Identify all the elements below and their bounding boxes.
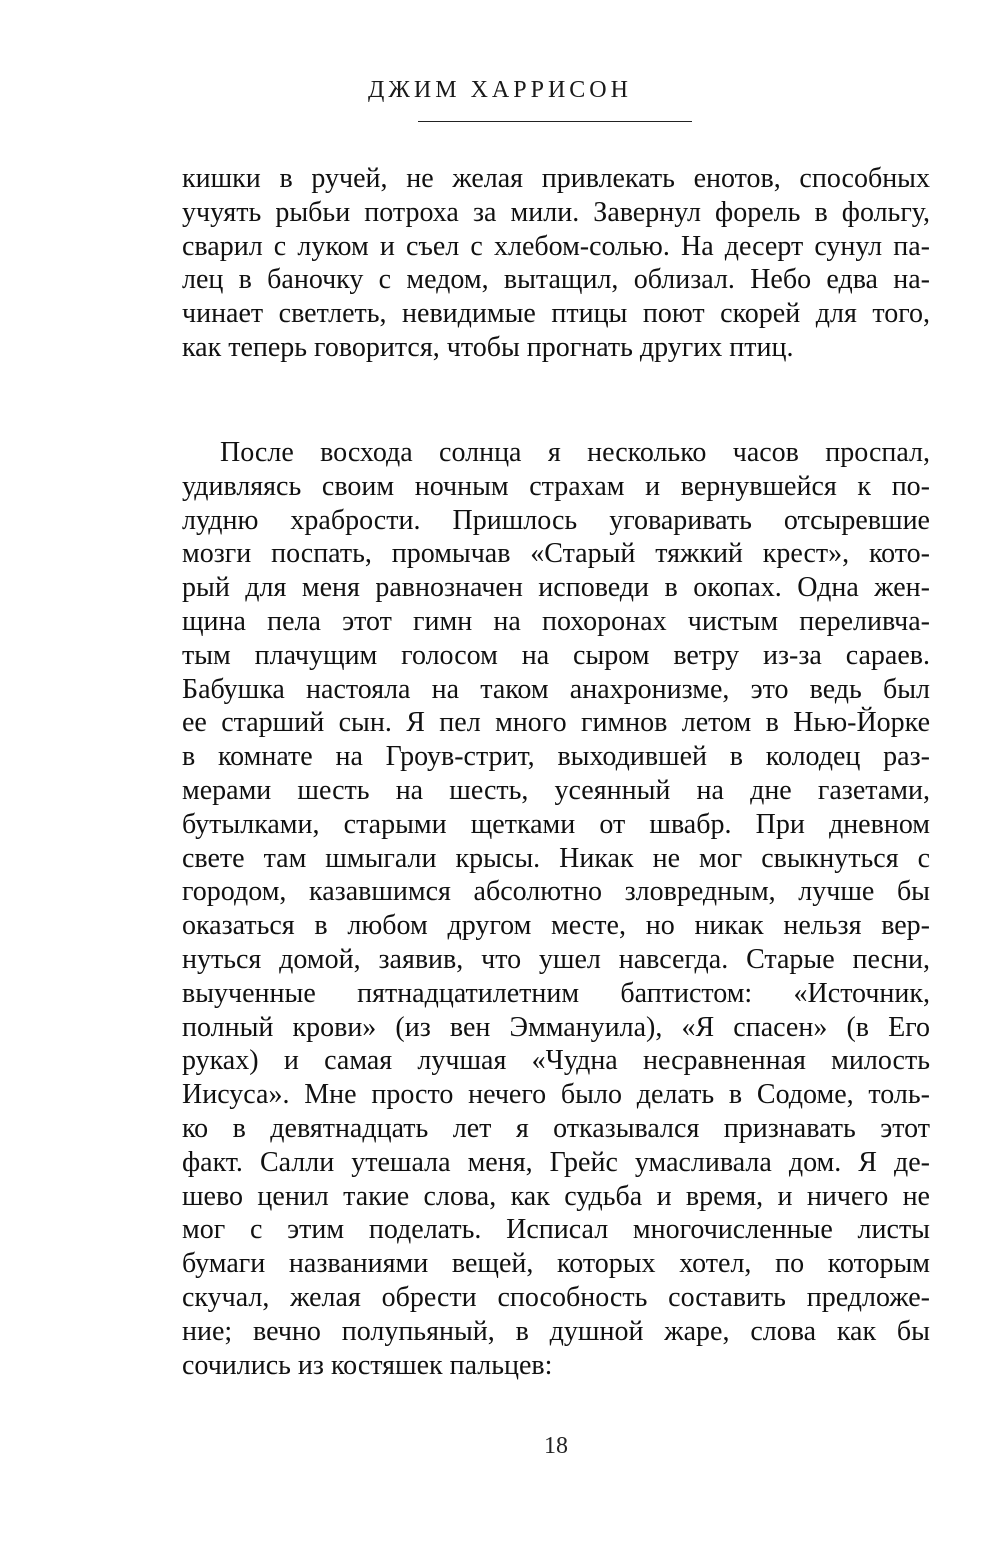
text-line: Бабушка настояла на таком анахронизме, это ведь был	[182, 673, 930, 705]
text-line: бутылками, старыми щетками от швабр. При дневном	[182, 808, 930, 840]
text-line: мозги поспать, промычав «Старый тяжкий крест», кото-	[182, 538, 930, 570]
text-line: мерами шесть на шесть, усеянный на дне газетами,	[182, 774, 930, 806]
paragraph-2	[182, 436, 930, 1382]
text-line: тым плачущим голосом на сыром ветру из-за сараев.	[182, 639, 930, 671]
text-line: рый для меня равнозначен исповеди в окопах. Одна жен-	[182, 572, 930, 604]
text-line: факт. Салли утешала меня, Грейс умасливала дом. Я де-	[182, 1146, 930, 1178]
text-line: учуять рыбьи потроха за мили. Завернул форель в фольгу,	[182, 196, 930, 228]
text-line: удивляясь своим ночным страхам и вернувшейся к по-	[182, 470, 930, 502]
text-line: как теперь говорится, чтобы прогнать других птиц.	[182, 331, 794, 363]
text-line: ее старший сын. Я пел много гимнов летом в Нью-Йорке	[182, 707, 930, 739]
text-line: скучал, желая обрести способность составить предложе-	[182, 1281, 930, 1313]
page-number: 18	[544, 1433, 568, 1459]
text-line: руках) и самая лучшая «Чудна несравненная милость	[182, 1045, 930, 1077]
text-line: щина пела этот гимн на похоронах чистым переливча-	[182, 605, 930, 637]
text-line: выученные пятнадцатилетним баптистом: «Источник,	[182, 977, 930, 1009]
text-line: сварил с луком и съел с хлебом-солью. На десерт сунул па-	[182, 230, 930, 262]
text-line: свете там шмыгали крысы. Никак не мог свыкнуться с	[182, 842, 930, 874]
text-line: Иисуса». Мне просто нечего было делать в Содоме, толь-	[182, 1079, 930, 1111]
text-line: оказаться в любом другом месте, но никак нельзя вер-	[182, 910, 930, 942]
text-line: шево ценил такие слова, как судьба и время, и ничего не	[182, 1180, 930, 1212]
paragraph-1	[182, 162, 930, 365]
text-line: кишки в ручей, не желая привлекать енотов, способных	[182, 163, 930, 194]
text-line: мог с этим поделать. Исписал многочисленные листы	[182, 1214, 930, 1246]
text-line: городом, казавшимся абсолютно зловредным, лучше бы	[182, 876, 930, 908]
running-head: ДЖИМ ХАРРИСОН	[368, 77, 632, 103]
text-line: нуться домой, заявив, что ушел навсегда. Старые песни,	[182, 943, 930, 975]
text-line: бумаги названиями вещей, которых хотел, по которым	[182, 1248, 930, 1280]
text-line: ние; вечно полупьяный, в душной жаре, слова как бы	[182, 1315, 930, 1347]
running-head-rule	[418, 121, 692, 122]
text-line: чинает светлеть, невидимые птицы поют скорей для того,	[182, 298, 930, 330]
text-line: лец в баночку с медом, вытащил, облизал. Небо едва на-	[182, 264, 930, 296]
text-line: сочились из костяшек пальцев:	[182, 1349, 553, 1381]
text-line: полный крови» (из вен Эммануила), «Я спасен» (в Его	[182, 1011, 930, 1043]
text-line: в комнате на Гроув-стрит, выходившей в колодец раз-	[182, 741, 930, 773]
text-line: лудню храбрости. Пришлось уговаривать отсыревшие	[182, 504, 930, 536]
text-line: После восхода солнца я несколько часов проспал,	[220, 437, 930, 468]
text-line: ко в девятнадцать лет я отказывался признавать этот	[182, 1112, 930, 1144]
